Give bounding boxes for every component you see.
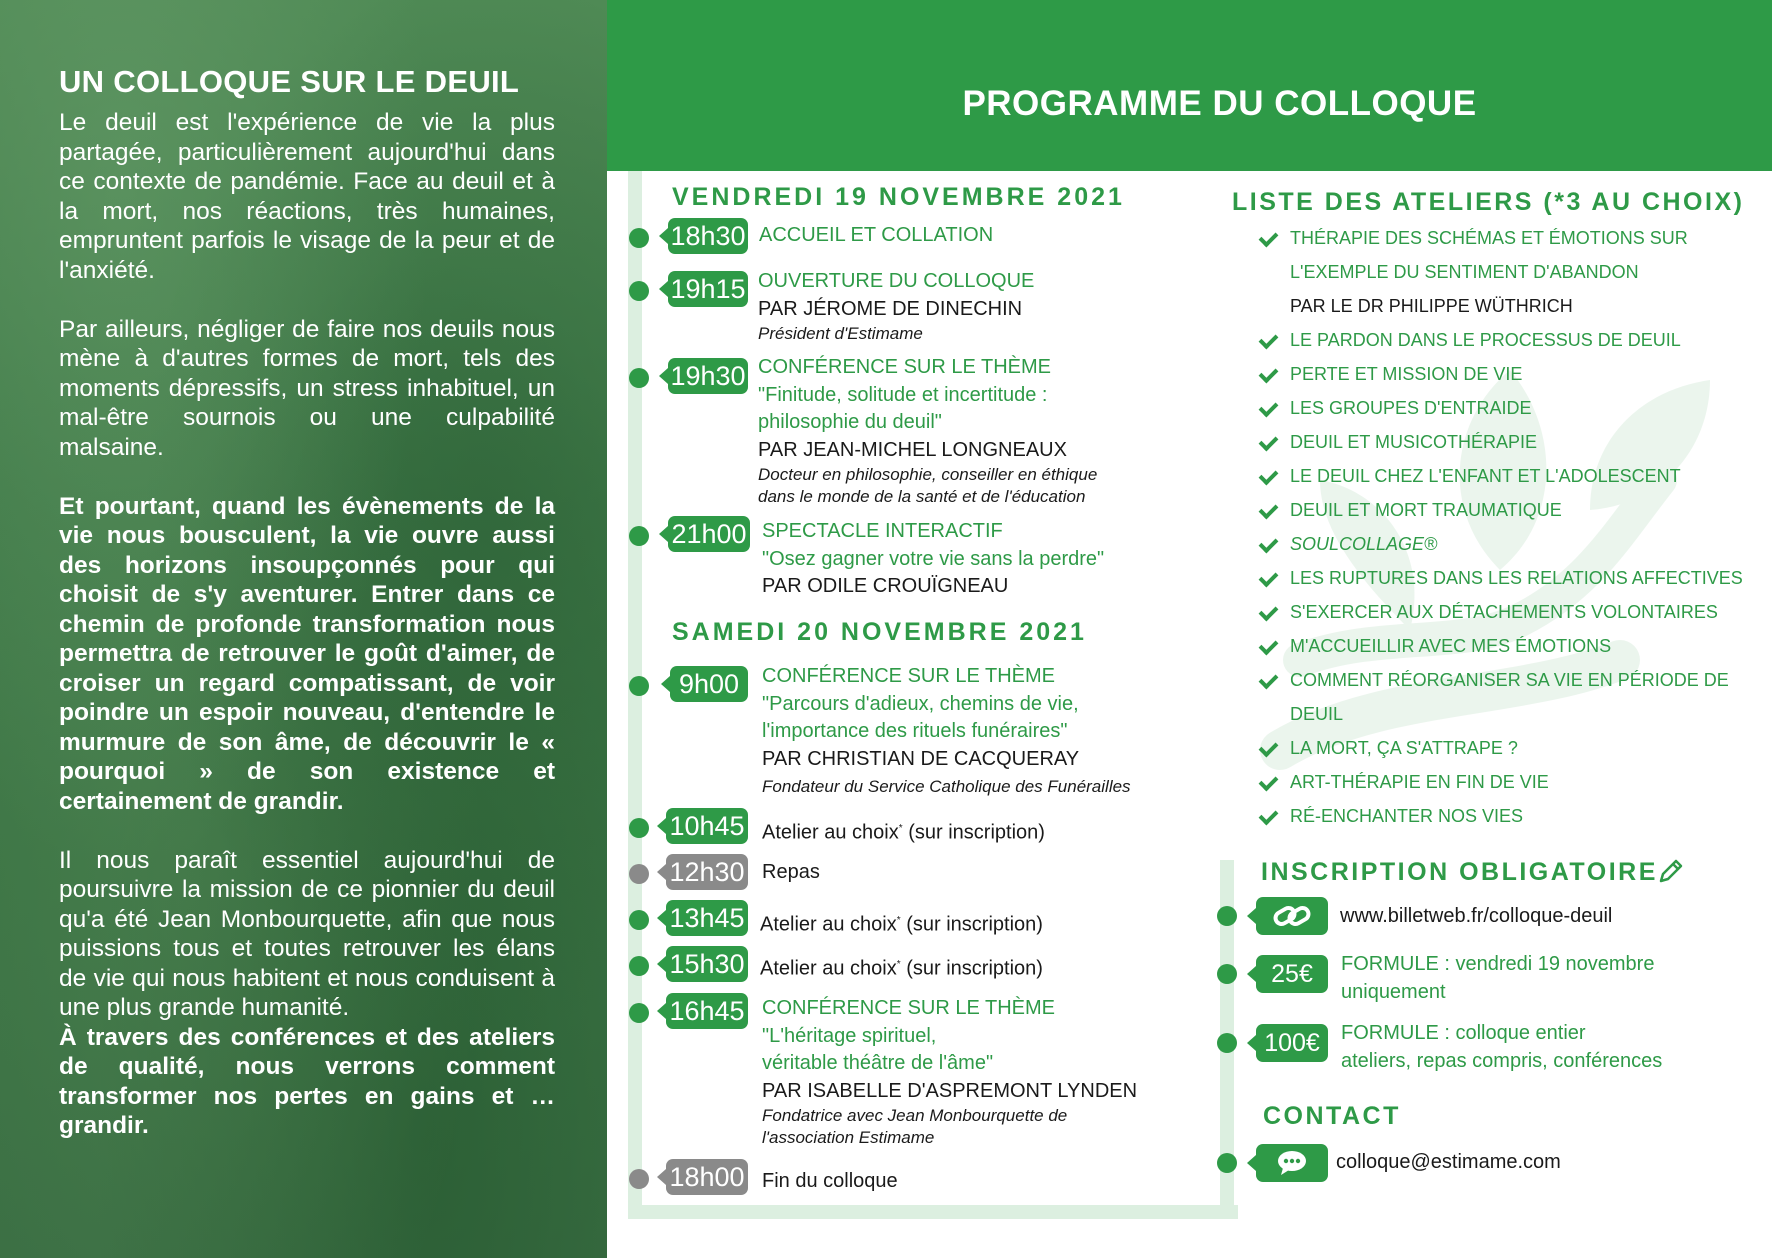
event-block xyxy=(758,354,1097,508)
atelier-item: PERTE ET MISSION DE VIE xyxy=(1290,364,1523,384)
event-role: Fondateur du Service Catholique des Funérailles xyxy=(762,777,1131,796)
event-title: CONFÉRENCE SUR LE THÈME xyxy=(762,665,1056,687)
check-icon xyxy=(1258,671,1276,689)
formula-detail: ateliers, repas compris, conférences xyxy=(1341,1050,1663,1072)
event-speaker: PAR ODILE CROUÏGNEAU xyxy=(762,575,1009,597)
event-label: Atelier au choix xyxy=(762,821,899,844)
atelier-item: RÉ-ENCHANTER NOS VIES xyxy=(1290,806,1524,826)
event-text xyxy=(762,815,1045,847)
time-badge: 16h45 xyxy=(666,993,748,1029)
time-badge: 9h00 xyxy=(670,666,748,702)
event-speaker: PAR JEAN-MICHEL LONGNEAUX xyxy=(758,438,1067,461)
event-speaker: PAR ISABELLE D'ASPREMONT LYNDEN xyxy=(762,1079,1138,1102)
time-badge: 18h30 xyxy=(668,218,748,254)
check-icon xyxy=(1258,603,1276,621)
event-theme: "Osez gagner votre vie sans la perdre" xyxy=(762,547,1105,570)
registration-link[interactable]: www.billetweb.fr/colloque-deuil xyxy=(1340,905,1613,927)
inscription-title: INSCRIPTION OBLIGATOIRE xyxy=(1261,858,1658,886)
check-icon xyxy=(1258,739,1276,757)
event-theme: philosophie du deuil" xyxy=(758,411,942,433)
contact-email[interactable]: colloque@estimame.com xyxy=(1336,1151,1561,1173)
event-text xyxy=(760,951,1043,983)
time-badge: 10h45 xyxy=(666,808,748,844)
atelier-item: S'EXERCER AUX DÉTACHEMENTS VOLONTAIRES xyxy=(1290,602,1718,622)
event-theme: "Parcours d'adieux, chemins de vie, xyxy=(762,692,1079,715)
check-icon xyxy=(1258,433,1276,451)
time-badge: 21h00 xyxy=(668,516,750,552)
timeline-dot xyxy=(629,368,649,388)
check-icon xyxy=(1258,467,1276,485)
event-label: Atelier au choix xyxy=(760,913,897,936)
event-theme: l'importance des rituels funéraires" xyxy=(762,720,1068,742)
event-theme: "L'héritage spirituel, xyxy=(762,1024,937,1047)
event-speaker: PAR CHRISTIAN DE CACQUERAY xyxy=(762,747,1080,770)
event-speaker: PAR JÉROME DE DINECHIN xyxy=(758,297,1023,320)
price-badge: 100€ xyxy=(1256,1024,1328,1062)
time-badge: 13h45 xyxy=(666,900,748,936)
check-icon xyxy=(1258,399,1276,417)
time-badge: 12h30 xyxy=(666,854,748,890)
event-note: (sur inscription) xyxy=(902,821,1045,844)
timeline-dot xyxy=(629,228,649,248)
formula-detail: uniquement xyxy=(1341,981,1446,1003)
event-theme: "Finitude, solitude et incertitude : xyxy=(758,383,1048,406)
atelier-item: DEUIL xyxy=(1290,704,1344,724)
intro-paragraph-4: Il nous paraît essentiel aujourd'hui de poursuivre la mission de ce pionnier du deuil qu'a été Jean Monbourquette, afin que nous puissions tous et toutes retrouver les élans de vie qui nous habitent et nous conduisent à une plus grande humanité. xyxy=(59,846,555,1021)
event-note: (sur inscription) xyxy=(900,913,1043,936)
check-icon xyxy=(1258,773,1276,791)
intro-paragraph-1: Le deuil est l'expérience de vie la plus partagée, particulièrement aujourd'hui dans ce contexte de pandémie. Face au deuil et à la mort, nos réactions, très humaines, empruntent parfois le visage de la peur et de l'anxiété. xyxy=(59,109,555,284)
event-role: Docteur en philosophie, conseiller en éthique xyxy=(758,465,1098,484)
atelier-item: LE PARDON DANS LE PROCESSUS DE DEUIL xyxy=(1290,330,1681,350)
timeline-dot xyxy=(1217,906,1237,926)
atelier-item: LES RUPTURES DANS LES RELATIONS AFFECTIVES xyxy=(1290,568,1743,588)
event-block xyxy=(762,995,1137,1149)
time-badge: 18h00 xyxy=(666,1159,748,1195)
saturday-heading: SAMEDI 20 NOVEMBRE 2021 xyxy=(672,618,1087,646)
event-title: CONFÉRENCE SUR LE THÈME xyxy=(762,997,1056,1019)
event-text: Repas xyxy=(762,861,820,883)
event-title: SPECTACLE INTERACTIF xyxy=(762,520,1003,542)
footnote-mark: * xyxy=(896,959,901,970)
timeline-dot xyxy=(629,281,649,301)
atelier-item: LA MORT, ÇA S'ATTRAPE ? xyxy=(1290,738,1518,758)
timeline-dot xyxy=(629,526,649,546)
pencil-icon xyxy=(1657,857,1685,885)
event-text: Fin du colloque xyxy=(762,1170,898,1192)
timeline-dot xyxy=(629,956,649,976)
formula-title: FORMULE : vendredi 19 novembre xyxy=(1341,953,1655,975)
program-header xyxy=(607,0,1772,171)
time-badge: 15h30 xyxy=(666,946,748,982)
timeline-dot xyxy=(629,864,649,884)
event-role: dans le monde de la santé et de l'éducation xyxy=(758,487,1086,506)
atelier-item: M'ACCUEILLIR AVEC MES ÉMOTIONS xyxy=(1290,636,1612,656)
timeline-dot xyxy=(1217,964,1237,984)
timeline-dot xyxy=(629,818,649,838)
atelier-item: ART-THÉRAPIE EN FIN DE VIE xyxy=(1290,772,1549,792)
event-note: (sur inscription) xyxy=(900,957,1043,980)
check-icon xyxy=(1258,637,1276,655)
atelier-item: SOULCOLLAGE® xyxy=(1290,534,1438,554)
timeline-dot xyxy=(1217,1153,1237,1173)
event-block xyxy=(758,268,1034,345)
timeline-rail-bottom xyxy=(628,1205,1238,1219)
atelier-item: DEUIL ET MUSICOTHÉRAPIE xyxy=(1290,432,1538,452)
contact-badge xyxy=(1256,1144,1328,1182)
contact-title: CONTACT xyxy=(1263,1102,1401,1130)
footnote-mark: * xyxy=(898,823,903,834)
atelier-item: L'EXEMPLE DU SENTIMENT D'ABANDON xyxy=(1290,262,1639,282)
check-icon xyxy=(1258,569,1276,587)
timeline-dot xyxy=(629,1003,649,1023)
check-icon xyxy=(1258,807,1276,825)
footnote-mark: * xyxy=(896,915,901,926)
atelier-item: THÉRAPIE DES SCHÉMAS ET ÉMOTIONS SUR xyxy=(1290,228,1688,248)
formula-block xyxy=(1341,950,1654,1006)
check-icon xyxy=(1258,229,1276,247)
timeline-dot xyxy=(629,910,649,930)
intro-panel xyxy=(0,0,607,1258)
link-badge xyxy=(1256,897,1328,935)
intro-paragraph-5: À travers des conférences et des ateliers de qualité, nous verrons comment transformer nos pertes en gains et … grandir. xyxy=(59,1023,555,1139)
ateliers-title: LISTE DES ATELIERS (*3 AU CHOIX) xyxy=(1232,188,1745,216)
event-role: Fondatrice avec Jean Monbourquette de xyxy=(762,1106,1068,1125)
timeline-dot xyxy=(629,676,649,696)
event-block xyxy=(762,663,1131,801)
timeline-dot xyxy=(629,1169,649,1189)
atelier-item: LE DEUIL CHEZ L'ENFANT ET L'ADOLESCENT xyxy=(1290,466,1681,486)
check-icon xyxy=(1258,535,1276,553)
intro-title: UN COLLOQUE SUR LE DEUIL xyxy=(59,64,520,99)
event-title: CONFÉRENCE SUR LE THÈME xyxy=(758,356,1052,378)
program-title: PROGRAMME DU COLLOQUE xyxy=(962,83,1477,123)
atelier-item: LES GROUPES D'ENTRAIDE xyxy=(1290,398,1532,418)
event-title: ACCUEIL ET COLLATION xyxy=(759,224,994,246)
friday-heading: VENDREDI 19 NOVEMBRE 2021 xyxy=(672,183,1125,211)
event-theme: véritable théâtre de l'âme" xyxy=(762,1052,994,1074)
check-icon xyxy=(1258,331,1276,349)
intro-paragraph-3: Et pourtant, quand les évènements de la vie nous bousculent, la vie ouvre aussi des horizons insoupçonnés pour qui choisit de s'y aventurer. Entrer dans ce chemin de profonde transformation nous permettra de retrouver le goût d'aimer, de croiser un regard compatissant, de voir poindre un espoir nouveau, d'entendre le murmure de son âme, de découvrir le « pourquoi » de son existence et certainement de grandir. xyxy=(59,492,555,815)
event-text xyxy=(760,907,1043,939)
link-icon xyxy=(1272,902,1312,930)
event-title: OUVERTURE DU COLLOQUE xyxy=(758,270,1035,292)
check-icon xyxy=(1258,365,1276,383)
time-badge: 19h30 xyxy=(668,358,748,394)
atelier-item: COMMENT RÉORGANISER SA VIE EN PÉRIODE DE xyxy=(1290,670,1729,690)
formula-block xyxy=(1341,1019,1662,1075)
event-role: l'association Estimame xyxy=(762,1128,935,1147)
atelier-item: PAR LE DR PHILIPPE WÜTHRICH xyxy=(1290,296,1573,316)
price-badge: 25€ xyxy=(1256,955,1328,993)
formula-title: FORMULE : colloque entier xyxy=(1341,1022,1586,1044)
check-icon xyxy=(1258,501,1276,519)
intro-paragraph-2: Par ailleurs, négliger de faire nos deuils nous mène à d'autres formes de mort, tels des moments dépressifs, un stress inhabituel, un mal-être sournois ou une culpabilité malsaine. xyxy=(59,315,555,461)
time-badge: 19h15 xyxy=(668,271,748,307)
atelier-item: DEUIL ET MORT TRAUMATIQUE xyxy=(1290,500,1562,520)
timeline-dot xyxy=(1217,1033,1237,1053)
event-label: Atelier au choix xyxy=(760,957,897,980)
chat-icon xyxy=(1275,1149,1309,1177)
event-role: Président d'Estimame xyxy=(758,324,923,343)
event-block xyxy=(762,518,1104,601)
